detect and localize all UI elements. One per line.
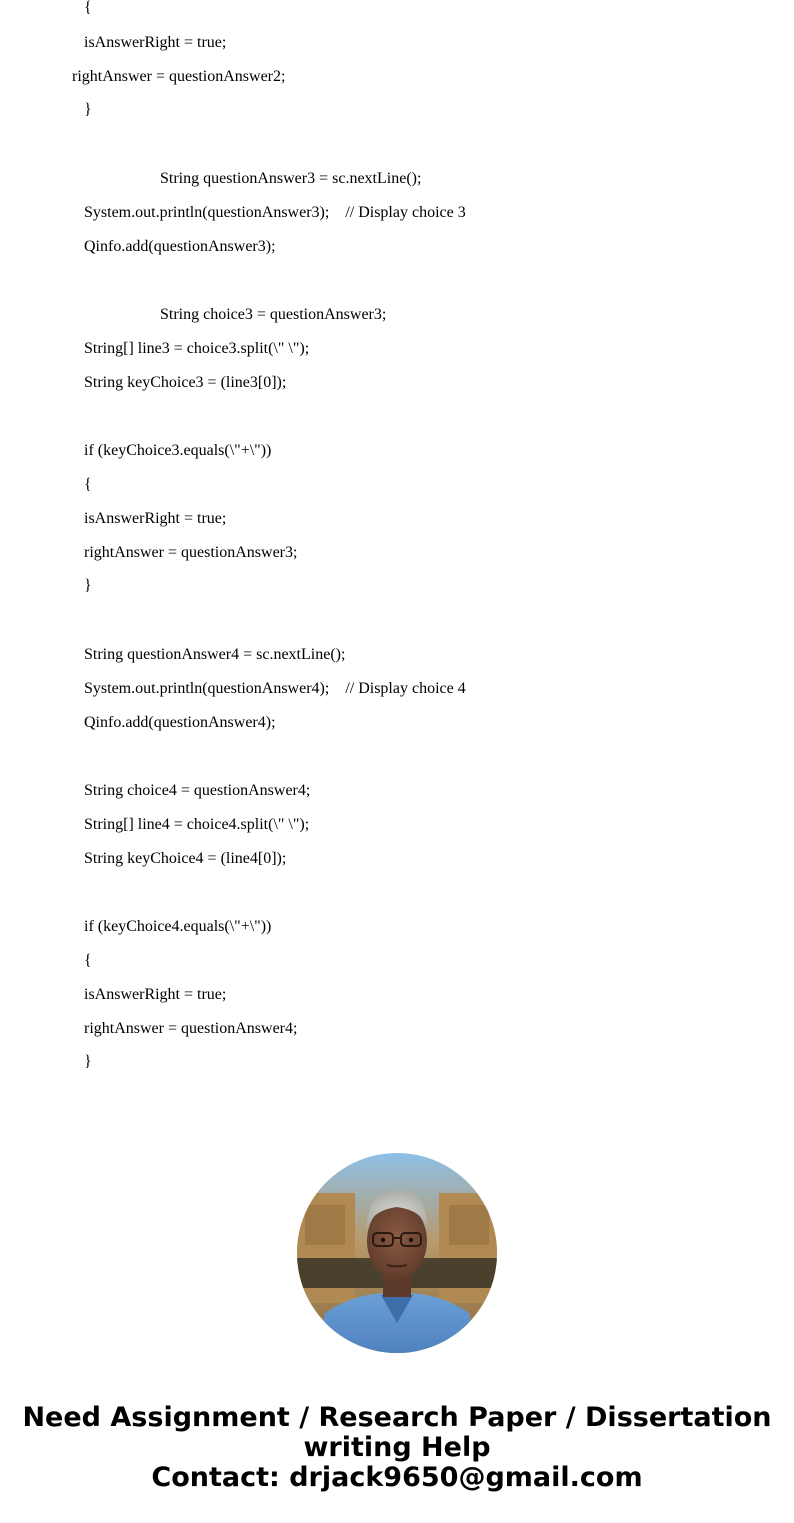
code-line: isAnswerRight = true; bbox=[84, 510, 227, 527]
banner-line-2: writing Help bbox=[303, 1432, 491, 1463]
code-line: if (keyChoice4.equals(\"+\")) bbox=[84, 918, 272, 935]
code-line: System.out.println(questionAnswer4); // Display choice 4 bbox=[84, 680, 466, 697]
code-line: String[] line3 = choice3.split(\" \"); bbox=[84, 340, 310, 357]
author-portrait-image bbox=[297, 1153, 497, 1353]
code-line: System.out.println(questionAnswer3); // Display choice 3 bbox=[84, 204, 466, 221]
code-line: String keyChoice3 = (line3[0]); bbox=[84, 374, 287, 391]
code-line: { bbox=[84, 476, 92, 493]
code-line: if (keyChoice3.equals(\"+\")) bbox=[84, 442, 272, 459]
code-line: } bbox=[84, 1053, 92, 1070]
code-line: String keyChoice4 = (line4[0]); bbox=[84, 850, 287, 867]
banner-line-1: Need Assignment / Research Paper / Dissertation bbox=[22, 1402, 772, 1433]
code-line: rightAnswer = questionAnswer4; bbox=[84, 1020, 298, 1037]
code-line: Qinfo.add(questionAnswer4); bbox=[84, 714, 276, 731]
code-line: } bbox=[84, 101, 92, 118]
code-line: isAnswerRight = true; bbox=[84, 986, 227, 1003]
code-line: { bbox=[84, 952, 92, 969]
code-line: isAnswerRight = true; bbox=[84, 34, 227, 51]
code-line: { bbox=[84, 0, 92, 16]
code-line: String[] line4 = choice4.split(\" \"); bbox=[84, 816, 310, 833]
code-line: rightAnswer = questionAnswer3; bbox=[84, 544, 298, 561]
author-avatar bbox=[297, 1153, 497, 1353]
code-line: Qinfo.add(questionAnswer3); bbox=[84, 238, 276, 255]
code-line: String questionAnswer3 = sc.nextLine(); bbox=[160, 170, 422, 187]
code-line: } bbox=[84, 577, 92, 594]
code-line: String choice4 = questionAnswer4; bbox=[84, 782, 311, 799]
code-line: String questionAnswer4 = sc.nextLine(); bbox=[84, 646, 346, 663]
contact-banner bbox=[0, 1403, 794, 1493]
code-line: String choice3 = questionAnswer3; bbox=[160, 306, 387, 323]
code-line: rightAnswer = questionAnswer2; bbox=[72, 68, 286, 85]
contact-email: Contact: drjack9650@gmail.com bbox=[151, 1462, 643, 1493]
